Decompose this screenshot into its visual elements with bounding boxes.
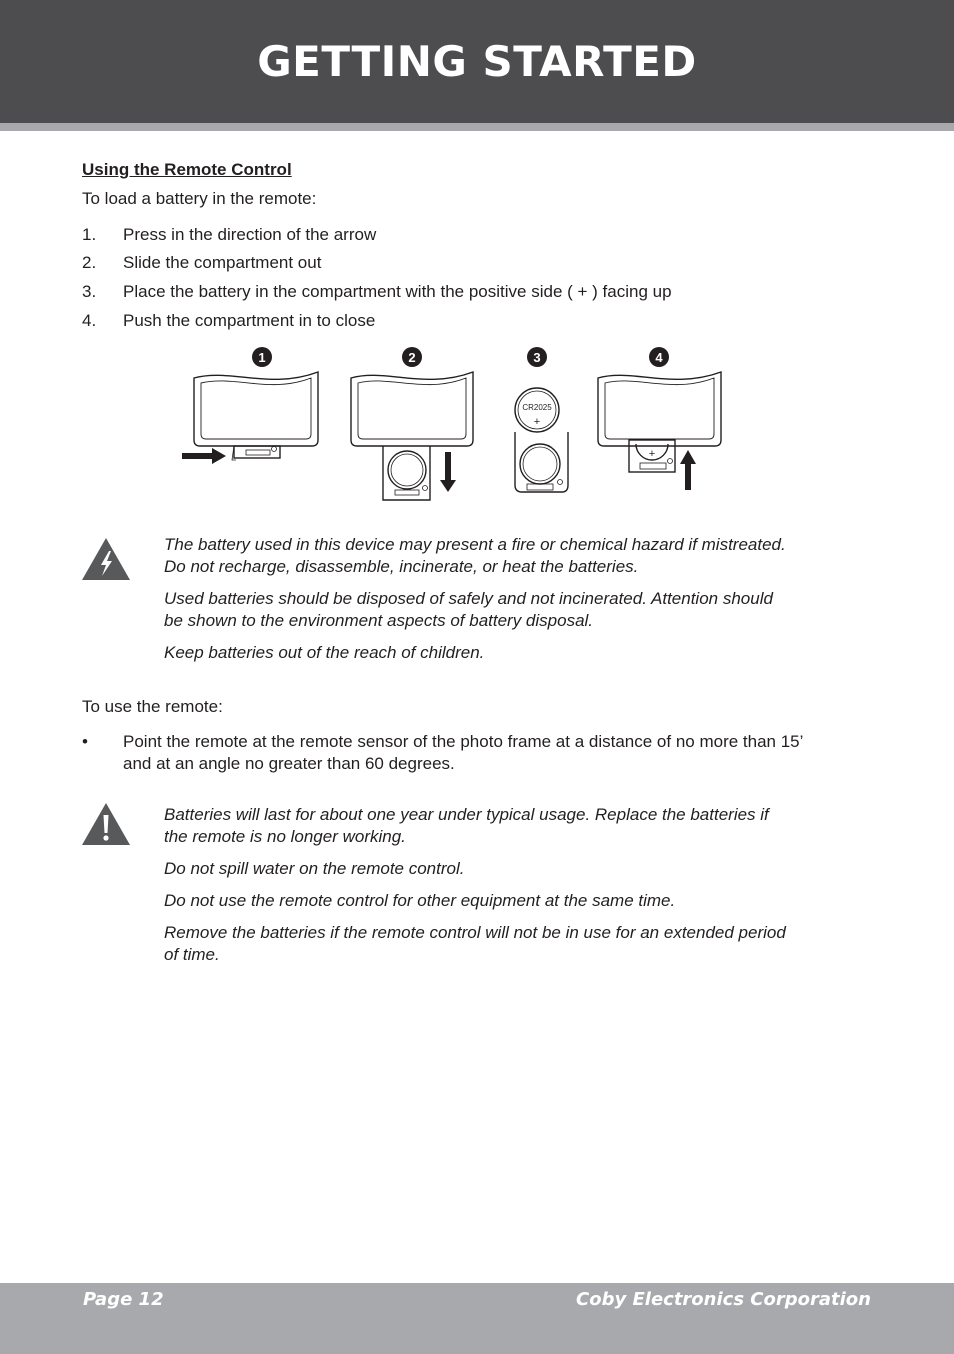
warning-text: Used batteries should be disposed of safely and not incinerated. Attention should: [164, 589, 773, 608]
exclamation-warning-icon: [82, 803, 130, 845]
lightning-warning-icon: [82, 538, 130, 580]
compartment-plus: +: [648, 448, 656, 460]
company-name: Coby Electronics Corporation: [576, 1289, 871, 1310]
section-heading: Using the Remote Control: [82, 160, 292, 179]
page-number: Page 12: [83, 1289, 164, 1310]
step-text: Place the battery in the compartment with the positive side ( + ) facing up: [123, 282, 672, 301]
battery-label: CR2025: [522, 403, 552, 412]
step-number: 1.: [82, 225, 97, 244]
header-stripe: [0, 123, 954, 131]
warning-text: Keep batteries out of the reach of children.: [164, 643, 485, 662]
page-title: GETTING STARTED: [257, 37, 697, 86]
caution-text: Do not spill water on the remote control.: [164, 859, 465, 878]
step-markers: [252, 347, 669, 367]
warning-text: be shown to the environment aspects of battery disposal.: [164, 611, 594, 630]
caution-text: the remote is no longer working.: [164, 827, 406, 846]
marker-1: 1: [258, 350, 266, 365]
step-text: Press in the direction of the arrow: [123, 225, 377, 244]
warning-text: Do not recharge, disassemble, incinerate, or heat the batteries.: [164, 557, 639, 576]
step-4: [82, 311, 882, 333]
use-remote-intro: To use the remote:: [82, 697, 223, 716]
warning-text: The battery used in this device may present a fire or chemical hazard if mistreated.: [164, 535, 786, 554]
step-text: Push the compartment in to close: [123, 311, 376, 330]
step-number: 2.: [82, 253, 97, 272]
step-3: [82, 282, 882, 304]
battery-plus: +: [533, 416, 541, 428]
step-text: Slide the compartment out: [123, 253, 322, 272]
marker-4: 4: [655, 350, 663, 365]
bullet-line: and at an angle no greater than 60 degrees.: [123, 754, 455, 773]
step-2: [82, 253, 882, 275]
caution-text: Do not use the remote control for other equipment at the same time.: [164, 891, 676, 910]
remote-panel-4: [598, 372, 721, 472]
step-number: 4.: [82, 311, 97, 330]
bullet-mark: •: [82, 732, 88, 751]
step-number: 3.: [82, 282, 97, 301]
marker-2: 2: [408, 350, 416, 365]
caution-text: Batteries will last for about one year under typical usage. Replace the batteries if: [164, 805, 769, 824]
bullet-line: Point the remote at the remote sensor of the photo frame at a distance of no more than 15’: [123, 732, 804, 751]
remote-panel-1: [194, 372, 318, 460]
marker-3: 3: [533, 350, 541, 365]
battery-loading-diagram: [170, 340, 740, 510]
load-battery-intro: To load a battery in the remote:: [82, 189, 317, 208]
caution-text: of time.: [164, 945, 220, 964]
caution-text: Remove the batteries if the remote control will not be in use for an extended period: [164, 923, 786, 942]
step-1: [82, 225, 882, 247]
